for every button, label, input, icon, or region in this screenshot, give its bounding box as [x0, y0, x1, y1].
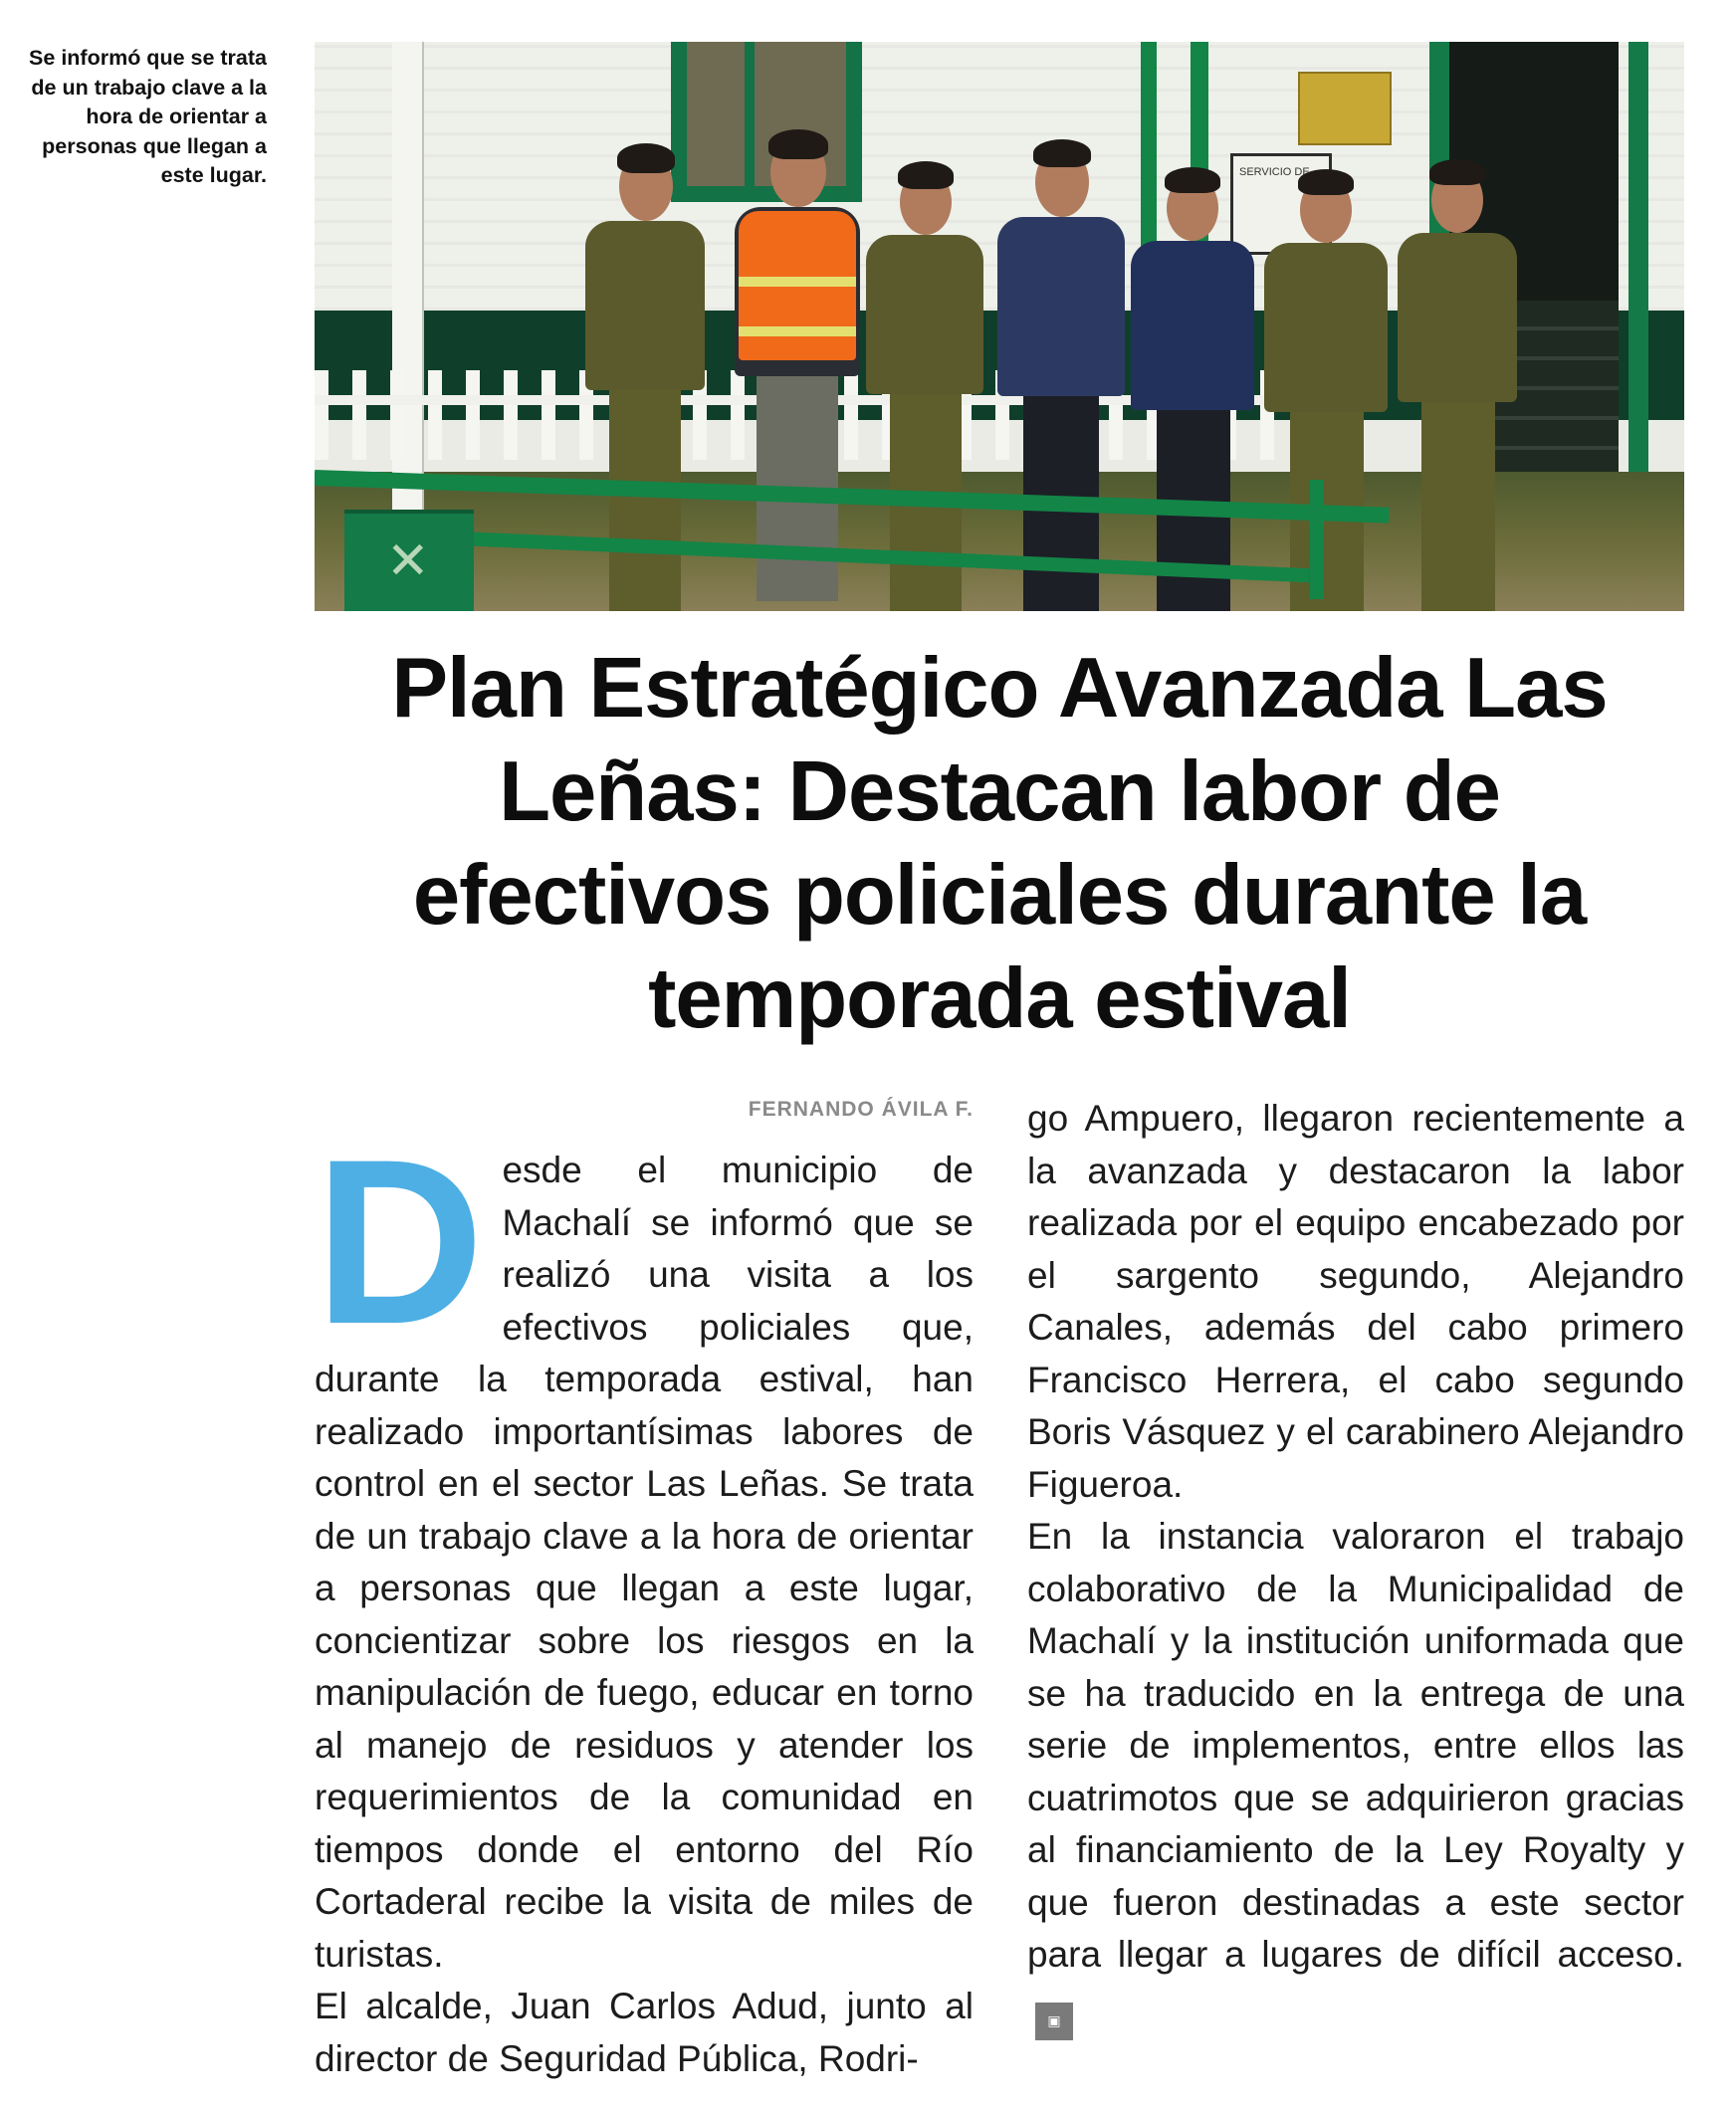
paragraph-2-start: El alcalde, Juan Carlos Adud, junto al director de Seguridad Pública, Rodri- — [315, 1986, 974, 2079]
byline: FERNANDO ÁVILA F. — [748, 1098, 974, 1121]
building-window — [671, 42, 862, 202]
paragraph-1: esde el municipio de Machalí se informó que se realizó una visita a los efectivos policiales que, durante la temporada estival, han realizado importantísimas labores de control en el sector Las Leñas. Se trata de un trabajo clave a la hora de orientar a personas que llegan a este lugar, concientizar sobre los riesgos en la manipulación de fuego, educar en torno al manejo de residuos y atender los requerimientos de la comunidad en tiempos donde el entorno del Río Cortaderal recibe la visita de miles de turistas. — [315, 1150, 974, 1975]
yellow-sign — [1298, 72, 1392, 145]
end-mark-icon: ▣ — [1035, 2003, 1073, 2040]
crossed-rifles-icon — [344, 510, 474, 611]
paragraph-3: En la instancia valoraron el trabajo colaborativo de la Municipalidad de Machalí y la institución uniformada que se ha traducido en la entrega de una serie de implementos, entre ellos las cuatrimotos que se adquirieron gracias al financiamiento de la Ley Royalty y que fueron destinadas a este sector para llegar a lugares de difícil acceso.▣ — [1027, 1511, 1684, 2040]
photo-caption: Se informó que se trata de un trabajo clave a la hora de orientar a personas que llegan a este lugar. — [29, 46, 267, 187]
article-column-left — [315, 1111, 974, 2085]
article-column-right — [1027, 1093, 1684, 2040]
paragraph-2-end: go Ampuero, llegaron recientemente a la avanzada y destacaron la labor realizada por el equipo encabezado por el sargento segundo, Alejandro Canales, además del cabo primero Francisco Herrera, el cabo segundo Boris Vásquez y el carabinero Alejandro Figueroa. — [1027, 1098, 1684, 1505]
drop-cap: D — [315, 1111, 485, 1373]
article-photo — [315, 42, 1684, 611]
headline: Plan Estratégico Avanzada Las Leñas: Destacan labor de efectivos policiales durante la temporada estival — [391, 641, 1608, 1046]
